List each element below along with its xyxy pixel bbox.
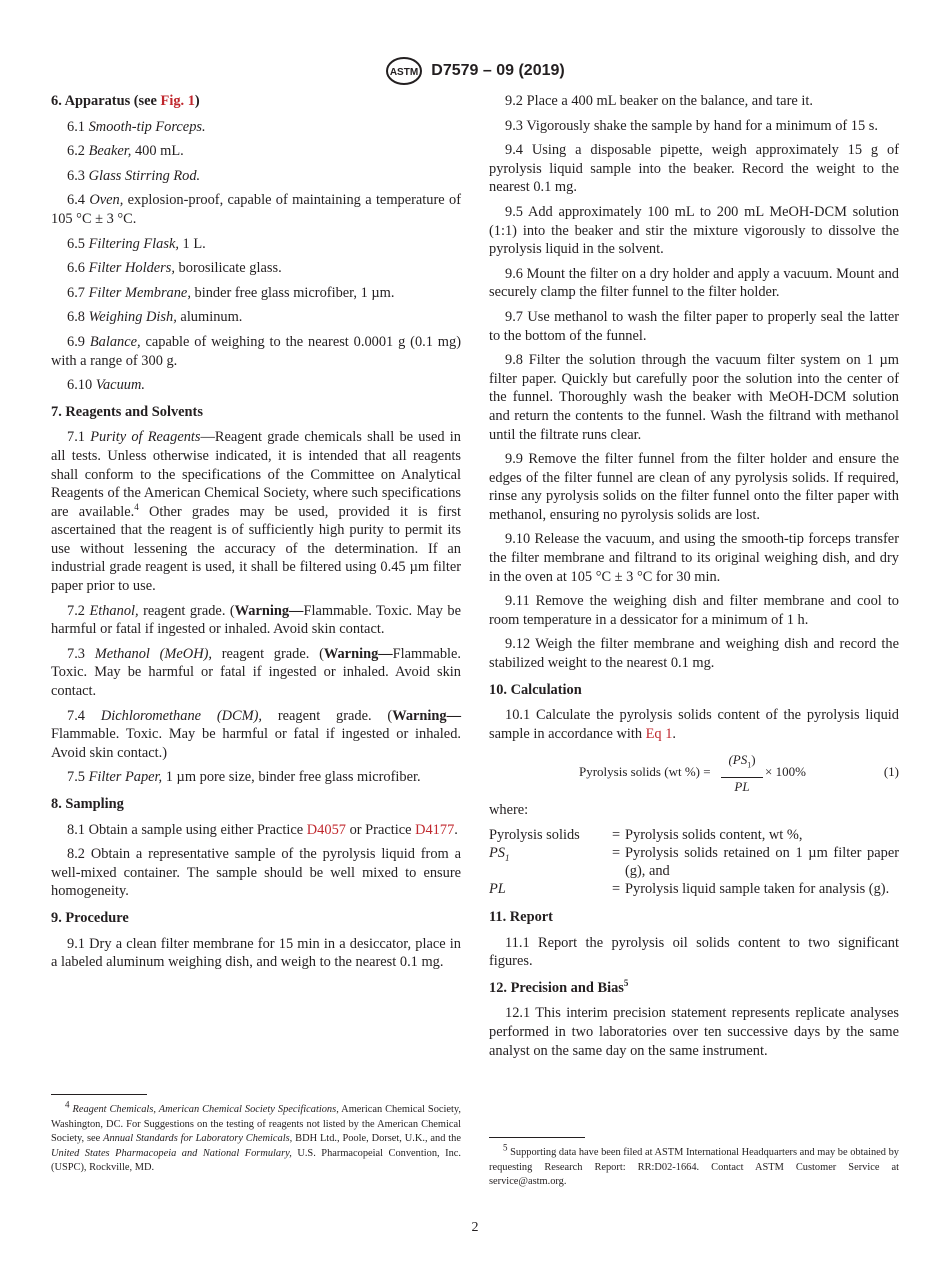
equation-1	[489, 751, 899, 794]
item-8-1: 8.1 Obtain a sample using either Practice D4057 or Practice D4177.	[67, 821, 458, 838]
item-6-3: 6.3 Glass Stirring Rod.	[67, 167, 201, 184]
item-7-4: 7.4 Dichloromethane (DCM), reagent grade. (Warning—Flammable. Toxic. May be harmful or fatal if ingested or inhaled. Avoid skin contact.)	[51, 707, 462, 761]
item-9-8: 9.8 Filter the solution through the vacuum filter system on 1 µm filter paper. Quickly but carefully poor the solution into the center of the funnel. Thoroughly wash the beaker with MeOH-DCM solution and return the contents to the funnel. Wash the filtrand with methanol until the filtrate runs clear.	[489, 352, 899, 443]
astm-logo-icon	[385, 56, 423, 86]
item-10-1: 10.1 Calculate the pyrolysis solids content of the pyrolysis liquid sample in accordance with Eq 1.	[489, 707, 899, 742]
item-9-5: 9.5 Add approximately 100 mL to 200 mL MeOH-DCM solution (1:1) into the beaker and stir the mixture vigorously to dissolve the pyrolysis liquid in the solvent.	[489, 203, 899, 258]
section-12-title: 12. Precision and Bias$^5$	[489, 977, 629, 996]
page-header	[0, 56, 950, 86]
item-7-3: 7.3 Methanol (MeOH), reagent grade. (Warning—Flammable. Toxic. May be harmful or fatal if ingested or inhaled. Avoid skin contact.	[51, 645, 462, 700]
section-7-title: 7. Reagents and Solvents	[51, 403, 203, 420]
definition-row: $PS_1$ = Pyrolysis solids retained on 1 µm filter paper (g), and	[489, 845, 899, 879]
variable-definitions	[489, 826, 899, 898]
item-6-1: 6.1 Smooth-tip Forceps.	[67, 118, 206, 135]
item-9-4: 9.4 Using a disposable pipette, weigh approximately 15 g of pyrolysis liquid sample into the beaker. Record the weight to the nearest 0.1 mg.	[489, 142, 899, 196]
right-column	[489, 92, 899, 1066]
section-6-title: 6. Apparatus (see Fig. 1)	[51, 93, 200, 109]
equation-lhs: Pyrolysis solids (wt %) =	[579, 764, 711, 780]
page-number: 2	[471, 1220, 479, 1235]
item-7-5: 7.5 Filter Paper, 1 µm pore size, binder free glass microfiber.	[67, 769, 421, 786]
equation-denominator: PL	[734, 778, 750, 794]
equation-numerator: $(PS_1)$	[721, 751, 763, 777]
item-6-9: 6.9 Balance, capable of weighing to the nearest 0.0001 g (0.1 mg) with a range of 300 g.	[51, 333, 461, 369]
item-7-1: 7.1 Purity of Reagents—Reagent grade chemicals shall be used in all tests. Unless otherwise indicated, it is intended that all reagents shall conform to the specifications of the Committee on Analytical Reagents of the American Chemical Society, where such specifications are available.$^4$ Other grades may be used, provided it is first ascertained that the reagent is of sufficiently high purity to permit its use without lessening the accuracy of the determination. If an industrial grade reagent is used, it shall be filtered using 0.45 µm filter paper prior to use.	[51, 429, 462, 595]
item-9-6: 9.6 Mount the filter on a dry holder and apply a vacuum. Mount and securely clamp the filter funnel to the filter holder.	[489, 265, 899, 301]
item-6-5: 6.5 Filtering Flask, 1 L.	[67, 235, 206, 252]
footnote-rule	[51, 1094, 147, 1095]
footnote-4	[51, 1094, 461, 1176]
where-label: where:	[489, 802, 529, 819]
item-7-2: 7.2 Ethanol, reagent grade. (Warning—Flammable. Toxic. May be harmful or fatal if ingested or inhaled. Avoid skin contact.	[51, 602, 461, 638]
d4057-link[interactable]: D4057	[306, 821, 346, 838]
equation-number: (1)	[883, 764, 899, 780]
item-6-10: 6.10 Vacuum.	[67, 377, 145, 394]
definition-row: PL = Pyrolysis liquid sample taken for analysis (g).	[489, 881, 890, 897]
section-10-title: 10. Calculation	[489, 681, 582, 698]
item-9-11: 9.11 Remove the weighing dish and filter membrane and cool to room temperature in a dessicator for a minimum of 1 h.	[489, 593, 899, 628]
footnote-4-marker[interactable]: 4	[134, 501, 139, 512]
item-9-7: 9.7 Use methanol to wash the filter paper to properly seal the latter to the bottom of the funnel.	[489, 308, 899, 344]
equation-fraction	[721, 751, 763, 796]
item-6-6: 6.6 Filter Holders, borosilicate glass.	[67, 260, 282, 277]
item-6-2: 6.2 Beaker, 400 mL.	[67, 143, 184, 160]
item-9-2: 9.2 Place a 400 mL beaker on the balance, and tare it.	[505, 93, 813, 109]
eq-1-link[interactable]: Eq 1	[645, 725, 673, 742]
footnote-5-text: $^5$ Supporting data have been filed at ASTM International Headquarters and may be obtained by requesting Research Report: RR:D02-1664. Contact ASTM Customer Service at service@astm.org.	[489, 1142, 899, 1188]
item-9-10: 9.10 Release the vacuum, and using the smooth-tip forceps transfer the filter membrane and filtrand to its original weighing dish, and dry in the oven at 105 °C ± 3 °C for 30 min.	[489, 531, 899, 585]
footnote-5-marker[interactable]: 5	[623, 977, 629, 988]
svg-text:ASTM: ASTM	[390, 67, 419, 78]
left-column	[51, 92, 461, 978]
item-9-3: 9.3 Vigorously shake the sample by hand for a minimum of 15 s.	[505, 117, 878, 134]
section-8-title: 8. Sampling	[51, 796, 124, 812]
d4177-link[interactable]: D4177	[415, 821, 455, 838]
standard-designation: D7579 – 09 (2019)	[431, 62, 565, 79]
item-11-1: 11.1 Report the pyrolysis oil solids content to two significant figures.	[489, 934, 899, 970]
item-9-1: 9.1 Dry a clean filter membrane for 15 min in a desiccator, place in a labeled aluminum weighing dish, and weigh to the nearest 0.1 mg.	[51, 935, 461, 971]
section-9-title: 9. Procedure	[51, 909, 129, 926]
footnote-rule	[489, 1137, 585, 1138]
fig-1-link[interactable]: Fig. 1	[160, 93, 195, 109]
section-11-title: 11. Report	[489, 909, 553, 925]
item-6-4: 6.4 Oven, explosion-proof, capable of maintaining a temperature of 105 °C ± 3 °C.	[51, 192, 461, 227]
equation-rhs: × 100%	[765, 764, 806, 780]
item-9-12: 9.12 Weigh the filter membrane and weighing dish and record the stabilized weight to the nearest 0.1 mg.	[489, 636, 899, 672]
item-9-9: 9.9 Remove the filter funnel from the filter holder and ensure the edges of the filter funnel are clean of any pyrolysis solids. If required, rinse any pyrolysis solids on the filter funnel onto the filter paper with methanol, ensuring no pyrolysis solids are lost.	[489, 451, 899, 523]
footnote-5	[489, 1137, 899, 1190]
item-6-8: 6.8 Weighing Dish, aluminum.	[67, 309, 243, 326]
item-12-1: 12.1 This interim precision statement represents replicate analyses performed in two laboratories over ten successive days by the same analyst on the same day on the same instrument.	[489, 1005, 899, 1059]
item-8-2: 8.2 Obtain a representative sample of the pyrolysis liquid from a well-mixed container. The sample should be well mixed to ensure homogeneity.	[51, 846, 461, 900]
definition-row: Pyrolysis solids = Pyrolysis solids content, wt %,	[489, 827, 803, 843]
item-6-7: 6.7 Filter Membrane, binder free glass microfiber, 1 µm.	[67, 284, 395, 301]
footnote-4-text: $^4$ Reagent Chemicals, American Chemical Society Specifications, American Chemical Society, Washington, DC. For Suggestions on the testing of reagents not listed by the American Chemical Society, see Annual Standards for Laboratory Chemicals, BDH Ltd., Poole, Dorset, U.K., and the United States Pharmacopeia and National Formulary, U.S. Pharmacopeial Convention, Inc. (USPC), Rockville, MD.	[51, 1099, 461, 1174]
